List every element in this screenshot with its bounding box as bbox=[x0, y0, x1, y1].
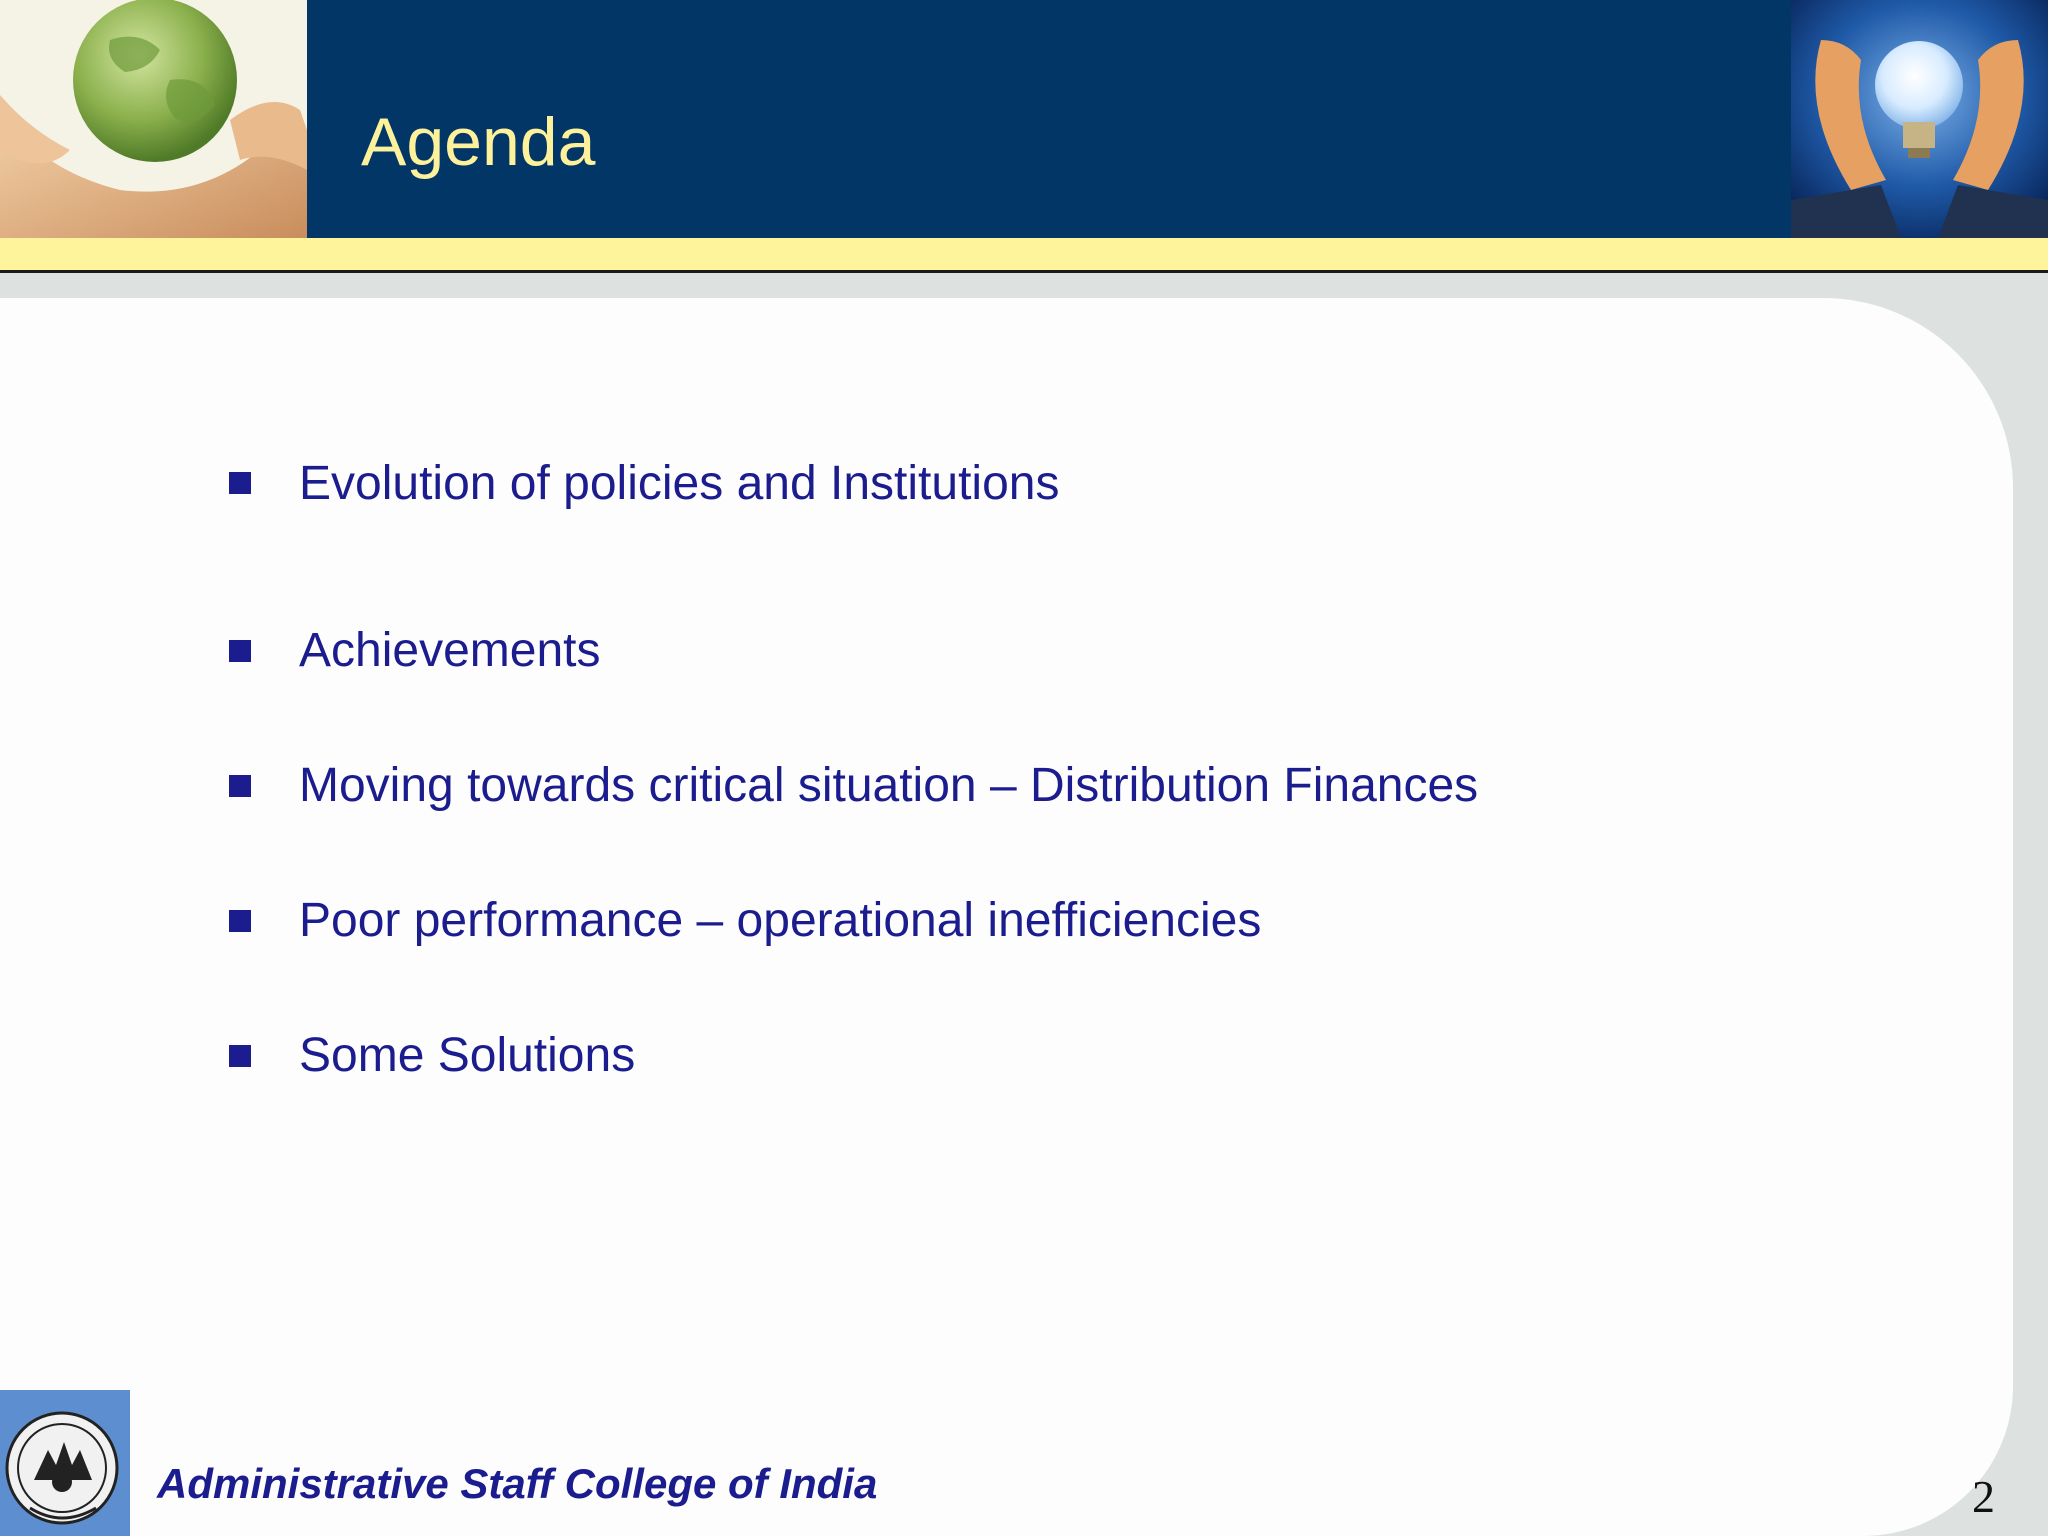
footer-organization-name: Administrative Staff College of India bbox=[157, 1460, 878, 1507]
agenda-item bbox=[220, 448, 1478, 518]
square-bullet-icon bbox=[229, 910, 251, 932]
square-bullet-icon bbox=[229, 640, 251, 662]
agenda-item-text: Poor performance – operational inefficiencies bbox=[299, 894, 1262, 947]
square-bullet-icon bbox=[229, 1045, 251, 1067]
agenda-item bbox=[220, 718, 1478, 853]
square-bullet-icon bbox=[229, 775, 251, 797]
lightbulb-in-hands-image bbox=[1791, 0, 2048, 238]
slide-header bbox=[0, 0, 2048, 238]
square-bullet-icon bbox=[229, 472, 251, 494]
page-number: 2 bbox=[1972, 1471, 1995, 1522]
agenda-item bbox=[220, 853, 1478, 988]
agenda-list bbox=[220, 448, 1478, 1123]
agenda-item-text: Some Solutions bbox=[299, 1029, 636, 1082]
agenda-item bbox=[220, 988, 1478, 1123]
globe-in-hands-image bbox=[0, 0, 307, 238]
accent-band bbox=[0, 238, 2048, 273]
slide-title: Agenda bbox=[361, 104, 596, 180]
agenda-item-text: Moving towards critical situation – Distribution Finances bbox=[299, 759, 1479, 812]
agenda-item-text: Evolution of policies and Institutions bbox=[299, 456, 1060, 510]
agenda-item-text: Achievements bbox=[299, 624, 601, 677]
agenda-item bbox=[220, 583, 1478, 718]
college-emblem-logo bbox=[0, 1390, 130, 1536]
